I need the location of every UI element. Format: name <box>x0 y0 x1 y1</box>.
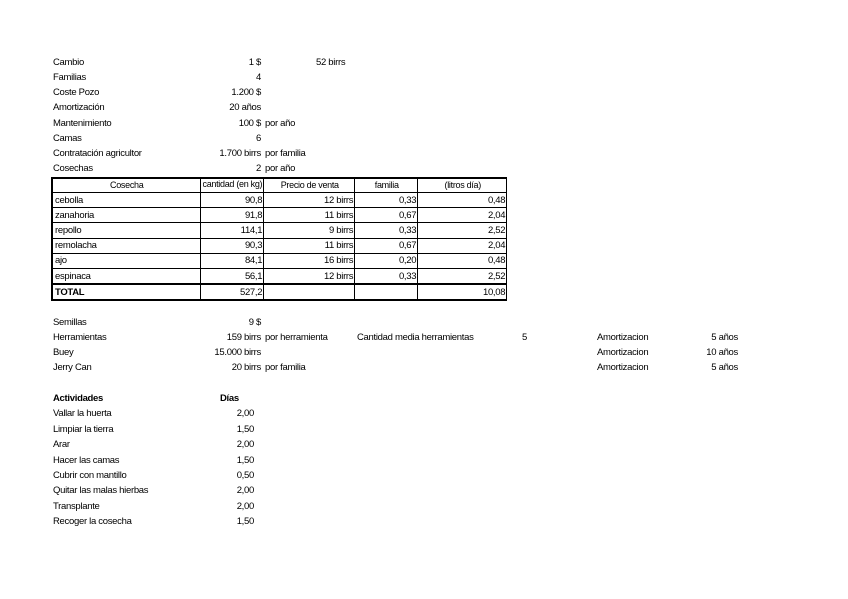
crop-name: zanahoria <box>52 208 200 223</box>
supply-amort-value: 5 años <box>711 332 738 343</box>
crop-name: cebolla <box>52 193 200 208</box>
supply-unit: por herramienta <box>265 332 328 343</box>
activity-days: 1,50 <box>236 455 254 466</box>
total-row <box>52 284 507 300</box>
supply-amort-label: Amortizacion <box>597 362 649 373</box>
table-row <box>52 238 507 253</box>
header-litros: (litros día) <box>418 178 507 193</box>
activity-days: 1,50 <box>236 424 254 435</box>
param-label: Mantenimiento <box>53 118 112 129</box>
total-label: TOTAL <box>52 284 200 300</box>
param-label: Coste Pozo <box>53 87 100 98</box>
crop-liters: 0,48 <box>418 253 507 268</box>
total-family-empty <box>355 284 418 300</box>
supply-amort-label: Amortizacion <box>597 332 649 343</box>
param-unit: por año <box>265 118 296 129</box>
activity-label: Arar <box>53 439 70 450</box>
crop-price: 9 birrs <box>264 223 355 238</box>
param-value: 4 <box>256 72 261 83</box>
header-precio: Precio de venta <box>264 178 355 193</box>
param-label: Familias <box>53 72 86 83</box>
crop-qty: 84,1 <box>200 253 264 268</box>
crop-family: 0,33 <box>355 268 418 284</box>
activity-label: Cubrir con mantillo <box>53 470 127 481</box>
crop-price: 12 birrs <box>264 193 355 208</box>
crop-qty: 114,1 <box>200 223 264 238</box>
activity-days: 0,50 <box>236 470 254 481</box>
activity-label: Recoger la cosecha <box>53 516 132 527</box>
activity-label: Transplante <box>53 501 100 512</box>
activity-label: Quitar las malas hierbas <box>53 485 149 496</box>
param-label: Amortización <box>53 102 105 113</box>
crop-liters: 2,04 <box>418 238 507 253</box>
crop-liters: 2,04 <box>418 208 507 223</box>
param-unit: por año <box>265 163 296 174</box>
param-value: 1.200 $ <box>231 87 261 98</box>
param-value: 6 <box>256 133 261 144</box>
crop-price: 11 birrs <box>264 208 355 223</box>
crop-name: repollo <box>52 223 200 238</box>
total-liters: 10,08 <box>418 284 507 300</box>
activities-header: Actividades <box>53 393 104 404</box>
supply-amort-label: Amortizacion <box>597 347 649 358</box>
supply-amort-value: 10 años <box>706 347 738 358</box>
crop-qty: 90,3 <box>200 238 264 253</box>
crop-family: 0,20 <box>355 253 418 268</box>
supply-extra-label: Cantidad media herramientas <box>357 332 474 343</box>
crop-price: 16 birrs <box>264 253 355 268</box>
header-cantidad: cantidad (en kg) <box>200 178 264 193</box>
supply-label: Herramientas <box>53 332 107 343</box>
days-header: Días <box>220 393 239 404</box>
crop-name: remolacha <box>52 238 200 253</box>
table-row <box>52 223 507 238</box>
param-value: 1 $ <box>248 57 261 68</box>
supply-amort-value: 5 años <box>711 362 738 373</box>
crop-table <box>51 177 507 301</box>
activity-label: Limpiar la tierra <box>53 424 114 435</box>
crop-liters: 0,48 <box>418 193 507 208</box>
activity-days: 2,00 <box>236 485 254 496</box>
header-familia: familia <box>355 178 418 193</box>
table-row <box>52 193 507 208</box>
crop-name: espinaca <box>52 268 200 284</box>
activity-label: Hacer las camas <box>53 455 120 466</box>
param-value: 20 años <box>229 102 261 113</box>
activity-days: 2,00 <box>236 439 254 450</box>
crop-family: 0,67 <box>355 208 418 223</box>
param-label: Cambio <box>53 57 84 68</box>
param-label: Camas <box>53 133 82 144</box>
table-row <box>52 268 507 284</box>
supply-value: 15.000 birrs <box>214 347 261 358</box>
crop-price: 12 birrs <box>264 268 355 284</box>
header-cosecha: Cosecha <box>52 178 200 193</box>
supply-label: Buey <box>53 347 74 358</box>
supply-value: 20 birrs <box>231 362 261 373</box>
crop-family: 0,33 <box>355 193 418 208</box>
supply-label: Jerry Can <box>53 362 92 373</box>
total-qty: 527,2 <box>200 284 264 300</box>
crop-table-header <box>52 178 507 193</box>
param-unit: por familia <box>265 148 306 159</box>
param-value: 100 $ <box>238 118 261 129</box>
crop-family: 0,67 <box>355 238 418 253</box>
supply-unit: por familia <box>265 362 306 373</box>
supply-label: Semillas <box>53 317 87 328</box>
crop-qty: 56,1 <box>200 268 264 284</box>
param-label: Cosechas <box>53 163 93 174</box>
activity-days: 2,00 <box>236 501 254 512</box>
table-row <box>52 208 507 223</box>
total-price-empty <box>264 284 355 300</box>
crop-liters: 2,52 <box>418 268 507 284</box>
param-value: 2 <box>256 163 261 174</box>
param-value: 1.700 birrs <box>219 148 261 159</box>
crop-liters: 2,52 <box>418 223 507 238</box>
activity-days: 2,00 <box>236 408 254 419</box>
activity-label: Vallar la huerta <box>53 408 112 419</box>
crop-name: ajo <box>52 253 200 268</box>
activity-days: 1,50 <box>236 516 254 527</box>
crop-family: 0,33 <box>355 223 418 238</box>
crop-qty: 91,8 <box>200 208 264 223</box>
crop-price: 11 birrs <box>264 238 355 253</box>
param-label: Contratación agricultor <box>53 148 142 159</box>
supply-value: 9 $ <box>248 317 261 328</box>
table-row <box>52 253 507 268</box>
supply-value: 159 birrs <box>226 332 261 343</box>
crop-qty: 90,8 <box>200 193 264 208</box>
supply-extra-value: 5 <box>522 332 527 343</box>
param-extra: 52 birrs <box>316 57 346 68</box>
